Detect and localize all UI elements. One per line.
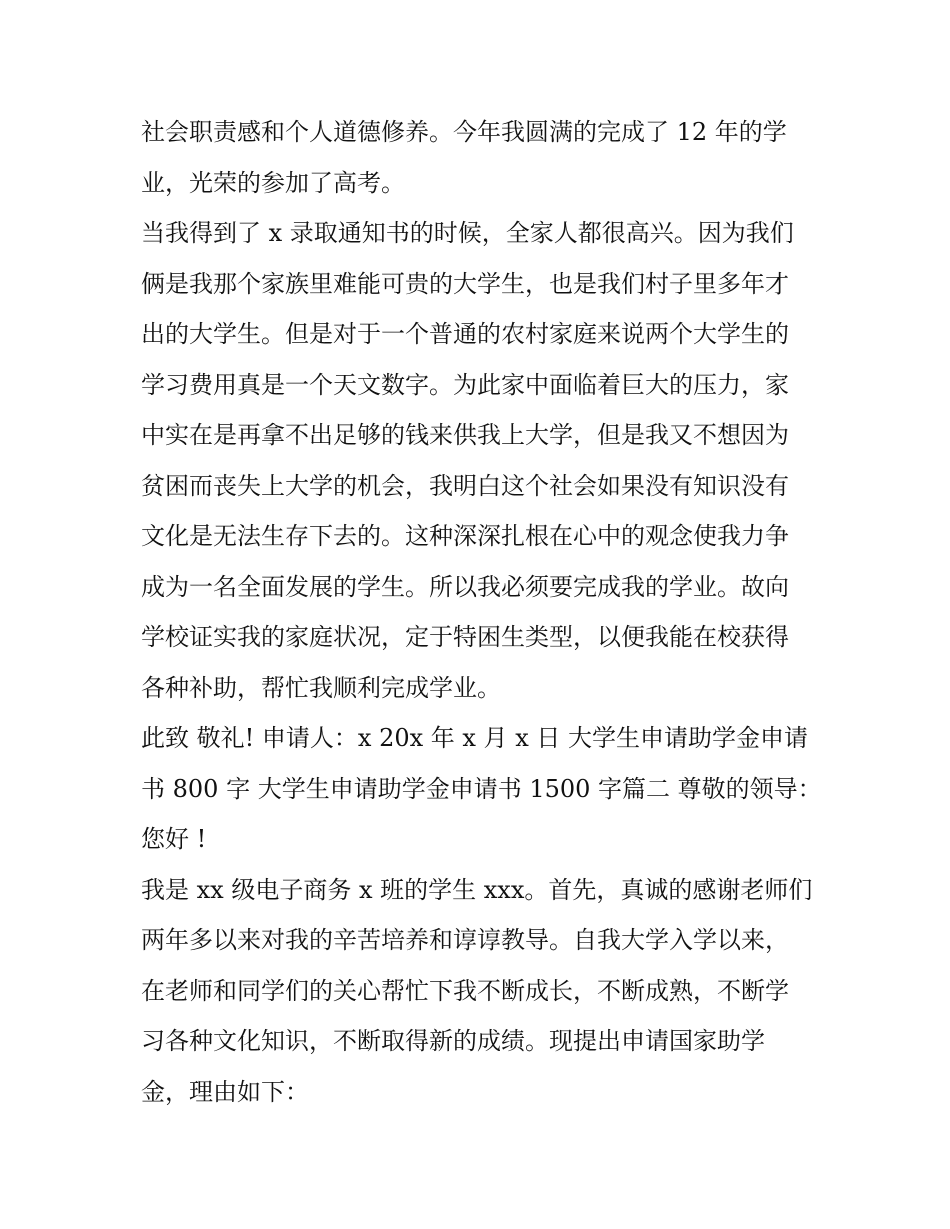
text-line: 文化是无法生存下去的。这种深深扎根在心中的观念使我力争: [141, 522, 789, 550]
text-line: 出的大学生。但是对于一个普通的农村家庭来说两个大学生的: [141, 320, 789, 348]
text-line: 两年多以来对我的辛苦培养和谆谆教导。自我大学入学以来，: [141, 926, 789, 954]
text-line: 俩是我那个家族里难能可贵的大学生，也是我们村子里多年才: [141, 269, 789, 298]
document-body: [141, 107, 821, 1117]
text-line: 在老师和同学们的关心帮忙下我不断成长，不断成熟，不断学: [141, 976, 789, 1005]
text-line: 金，理由如下：: [141, 1077, 309, 1106]
text-line: 我是 xx 级电子商务 x 班的学生 xxx。首先，真诚的感谢老师们: [141, 875, 813, 904]
text-line: 贫困而丧失上大学的机会，我明白这个社会如果没有知识没有: [141, 471, 789, 500]
text-line: 社会职责感和个人道德修养。今年我圆满的完成了 12 年的学: [141, 118, 787, 146]
text-line: 成为一名全面发展的学生。所以我必须要完成我的学业。故向: [141, 572, 789, 601]
text-line: 此致 敬礼! 申请人：x 20x 年 x 月 x 日 大学生申请助学金申请: [141, 724, 808, 752]
text-line: 业，光荣的参加了高考。: [141, 168, 405, 197]
text-line: 中实在是再拿不出足够的钱来供我上大学，但是我又不想因为: [141, 421, 789, 449]
text-line: 书 800 字 大学生申请助学金申请书 1500 字篇二 尊敬的领导：: [141, 774, 822, 803]
text-line: 学习费用真是一个天文数字。为此家中面临着巨大的压力，家: [141, 370, 789, 399]
text-line: 习各种文化知识，不断取得新的成绩。现提出申请国家助学: [141, 1027, 765, 1055]
text-line: 各种补助，帮忙我顺利完成学业。: [141, 673, 501, 702]
text-line: 当我得到了 x 录取通知书的时候，全家人都很高兴。因为我们: [141, 219, 794, 247]
text-line: 您好 !: [141, 825, 207, 853]
text-line: 学校证实我的家庭状况，定于特困生类型，以便我能在校获得: [141, 623, 789, 651]
